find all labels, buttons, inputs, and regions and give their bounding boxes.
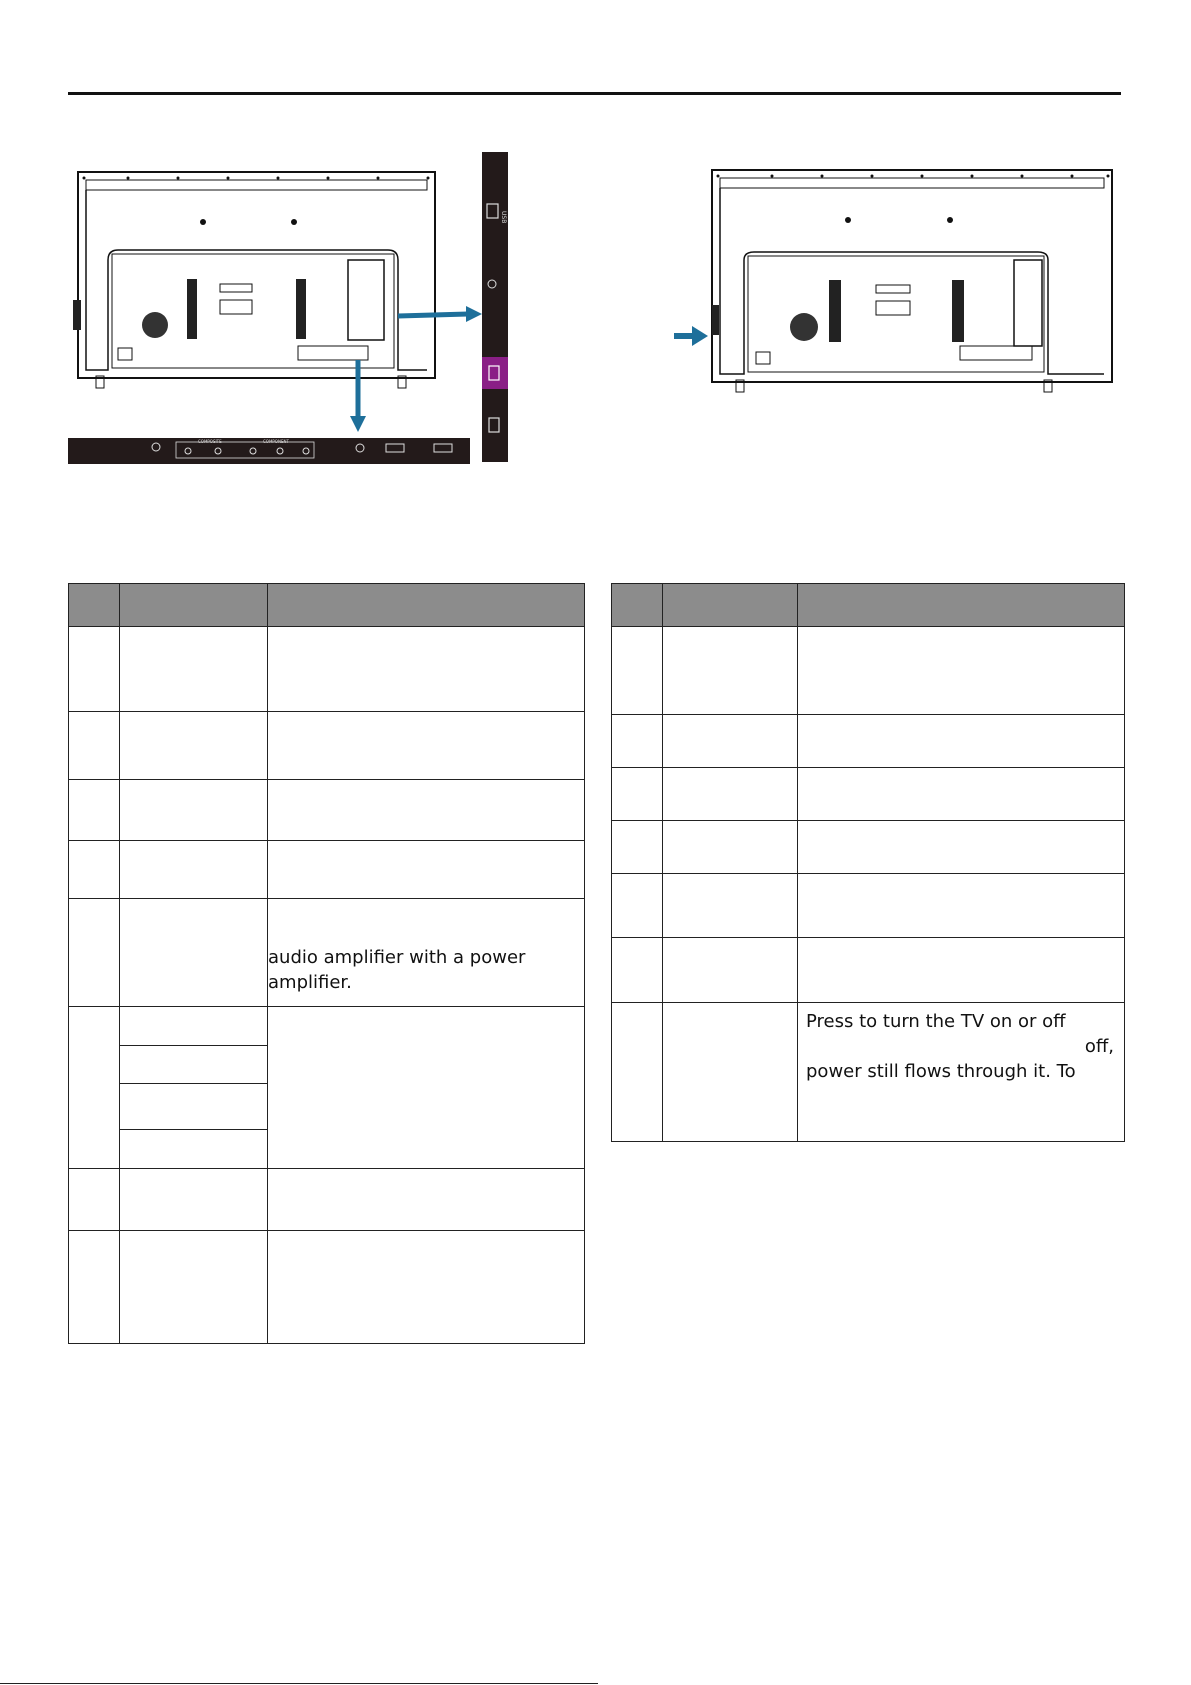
row-number [69, 841, 120, 899]
row-name [663, 768, 798, 821]
row-name [120, 1169, 268, 1231]
row-number [612, 715, 663, 768]
row-description-power [798, 1003, 1125, 1142]
description-line: off, [1084, 1036, 1114, 1057]
row-description [268, 1231, 585, 1344]
connectors-table-right [611, 583, 1125, 1142]
row-name [663, 821, 798, 874]
description-line: amplifier. [268, 972, 352, 993]
row-name [120, 627, 268, 712]
table-row [612, 938, 1125, 1003]
row-description [268, 899, 585, 1007]
row-description [798, 938, 1125, 1003]
row-name [663, 874, 798, 938]
row-description [268, 1169, 585, 1231]
row-number [69, 627, 120, 712]
row-number [612, 768, 663, 821]
table-row [612, 768, 1125, 821]
row-name [120, 841, 268, 899]
header-cell-description [798, 584, 1125, 627]
table-row [69, 1231, 585, 1344]
description-line: audio amplifier with a power [268, 947, 526, 968]
row-number [69, 780, 120, 841]
arrow-to-side-panel [398, 306, 482, 322]
row-name [120, 899, 268, 1007]
header-cell-name [663, 584, 798, 627]
row-description [268, 1007, 585, 1169]
row-number [69, 1169, 120, 1231]
row-name [120, 1084, 268, 1130]
bottom-connector-panel [68, 438, 470, 464]
row-name [663, 627, 798, 715]
table-row [612, 821, 1125, 874]
table-row [69, 627, 585, 712]
row-number [612, 938, 663, 1003]
table-header-row [612, 584, 1125, 627]
header-cell-number [612, 584, 663, 627]
row-name [120, 1231, 268, 1344]
row-name [120, 712, 268, 780]
header-cell-number [69, 584, 120, 627]
row-description [798, 768, 1125, 821]
table-row [69, 899, 585, 1007]
row-name [663, 938, 798, 1003]
row-name [120, 1046, 268, 1084]
table-row [612, 627, 1125, 715]
svg-text:COMPONENT: COMPONENT [263, 439, 289, 444]
row-number [69, 1007, 120, 1169]
row-name [663, 1003, 798, 1142]
table-row [612, 874, 1125, 938]
row-description [798, 821, 1125, 874]
row-number [69, 712, 120, 780]
row-description [268, 627, 585, 712]
tv-back-power-figure [672, 160, 1116, 400]
header-rule [68, 92, 1121, 95]
row-description [798, 874, 1125, 938]
description-line: Press to turn the TV on or off [806, 1011, 1066, 1032]
row-name [120, 1007, 268, 1046]
table-row [69, 780, 585, 841]
row-number [69, 1231, 120, 1344]
arrow-to-power-button [674, 326, 708, 346]
table-row [612, 1003, 1125, 1142]
header-cell-name [120, 584, 268, 627]
description-line: power still flows through it. To [806, 1061, 1076, 1082]
svg-text:USB: USB [500, 211, 507, 224]
row-description [268, 780, 585, 841]
header-cell-description [268, 584, 585, 627]
row-number [612, 821, 663, 874]
arrow-to-bottom-panel [350, 360, 366, 432]
table-row [69, 841, 585, 899]
row-name [120, 780, 268, 841]
row-name [120, 1130, 268, 1169]
side-connector-panel [482, 152, 508, 462]
row-description [268, 712, 585, 780]
table-header-row [69, 584, 585, 627]
row-number [612, 627, 663, 715]
footer-rule [0, 1683, 598, 1684]
svg-text:COMPOSITE: COMPOSITE [198, 439, 222, 444]
row-number [612, 1003, 663, 1142]
tv-back-illustration [78, 172, 435, 378]
row-name [663, 715, 798, 768]
table-row [612, 715, 1125, 768]
row-description [798, 715, 1125, 768]
table-row [69, 1007, 585, 1046]
connectors-table-left [68, 583, 585, 1344]
row-number [69, 899, 120, 1007]
row-description [268, 841, 585, 899]
table-row [69, 1169, 585, 1231]
row-number [612, 874, 663, 938]
row-description [798, 627, 1125, 715]
table-row [69, 712, 585, 780]
tv-back-connectors-figure [68, 150, 518, 475]
